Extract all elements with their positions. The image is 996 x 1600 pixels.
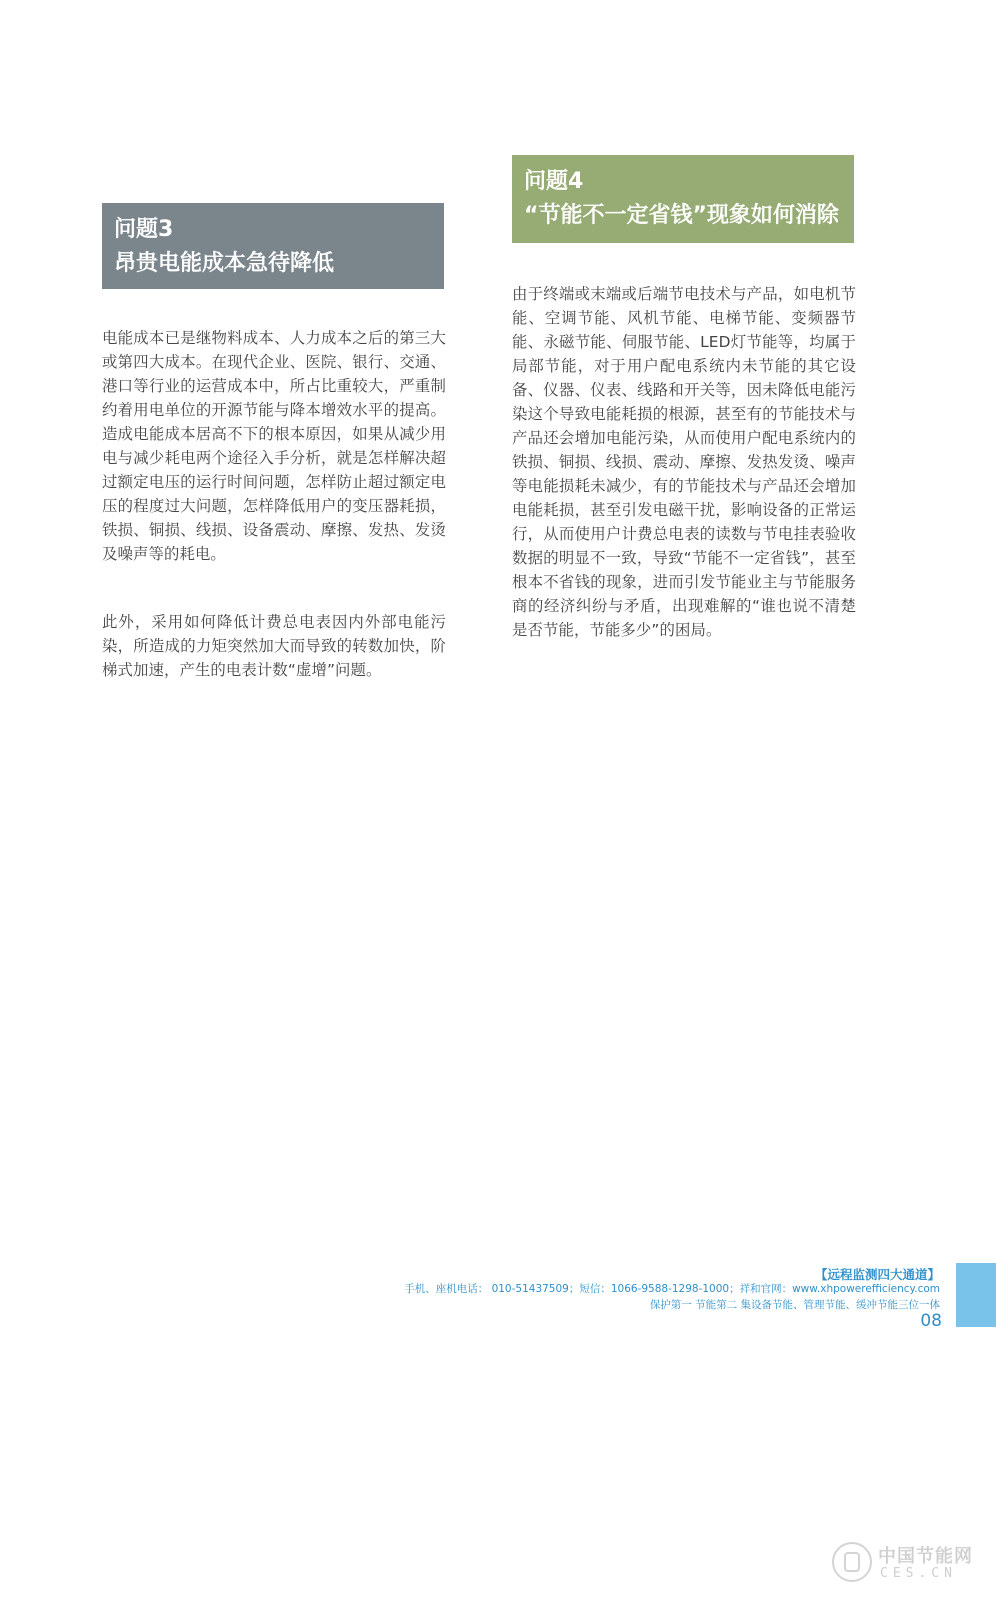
footer-contact: 手机、座机电话： 010-51437509；短信：1066-9588-1298-1000；祥和官网：www.xhpowerefficiency.com bbox=[404, 1283, 940, 1295]
side-tab bbox=[956, 1263, 996, 1327]
watermark-logo-icon bbox=[832, 1542, 872, 1582]
section3-paragraph-2: 此外，采用如何降低计费总电表因内外部电能污染，所造成的力矩突然加大而导致的转数加快，阶梯式加速，产生的电表计数“虚增”问题。 bbox=[102, 613, 446, 679]
footer-title: 【远程监测四大通道】 bbox=[814, 1267, 940, 1282]
page-number: 08 bbox=[920, 1311, 942, 1331]
section4-paragraph-1: 由于终端或末端或后端节电技术与产品，如电机节能、空调节能、风机节能、电梯节能、变频器节能、永磁节能、伺服节能、LED灯节能等，均属于局部节能，对于用户配电系统内未节能的其它设备、仪器、仪表、线路和开关等，因未降低电能污染这个导致电能耗损的根源，甚至有的节能技术与产品还会增加电能污染，从而使用户配电系统内的铁损、铜损、线损、震动、摩擦、发热发烫、噪声等电能损耗未减少，有的节能技术与产品还会增加电能耗损，甚至引发电磁干扰，影响设备的正常运行，从而使用户计费总电表的读数与节电挂表验收数据的明显不一致，导致“节能不一定省钱”，甚至根本不省钱的现象，进而引发节能业主与节能服务商的经济纠纷与矛盾，出现难解的“谁也说不清楚是否节能，节能多少”的困局。 bbox=[512, 285, 856, 639]
watermark-cn: 中国节能网 bbox=[878, 1546, 973, 1567]
section4-label: 问题4 bbox=[524, 169, 584, 194]
section3-paragraph-1: 电能成本已是继物料成本、人力成本之后的第三大或第四大成本。在现代企业、医院、银行、交通、港口等行业的运营成本中，所占比重较大，严重制约着用电单位的开源节能与降本增效水平的提高。造成电能成本居高不下的根本原因，如果从减少用电与减少耗电两个途径入手分析，就是怎样解决超过额定电压的运行时间问题，怎样防止超过额定电压的程度过大问题，怎样降低用户的变压器耗损，铁损、铜损、线损、设备震动、摩擦、发热、发烫及噪声等的耗电。 bbox=[102, 329, 446, 563]
section4-title: “节能不一定省钱”现象如何消除 bbox=[524, 203, 839, 228]
watermark-en: CES.CN bbox=[880, 1566, 957, 1581]
section3-title: 昂贵电能成本急待降低 bbox=[114, 251, 335, 276]
footer-slogan: 保护第一 节能第二 集设备节能、管理节能、缓冲节能三位一体 bbox=[649, 1299, 940, 1311]
section4-heading bbox=[512, 155, 854, 243]
section3-heading bbox=[102, 203, 444, 289]
watermark bbox=[832, 1542, 982, 1586]
section3-label: 问题3 bbox=[114, 217, 174, 242]
